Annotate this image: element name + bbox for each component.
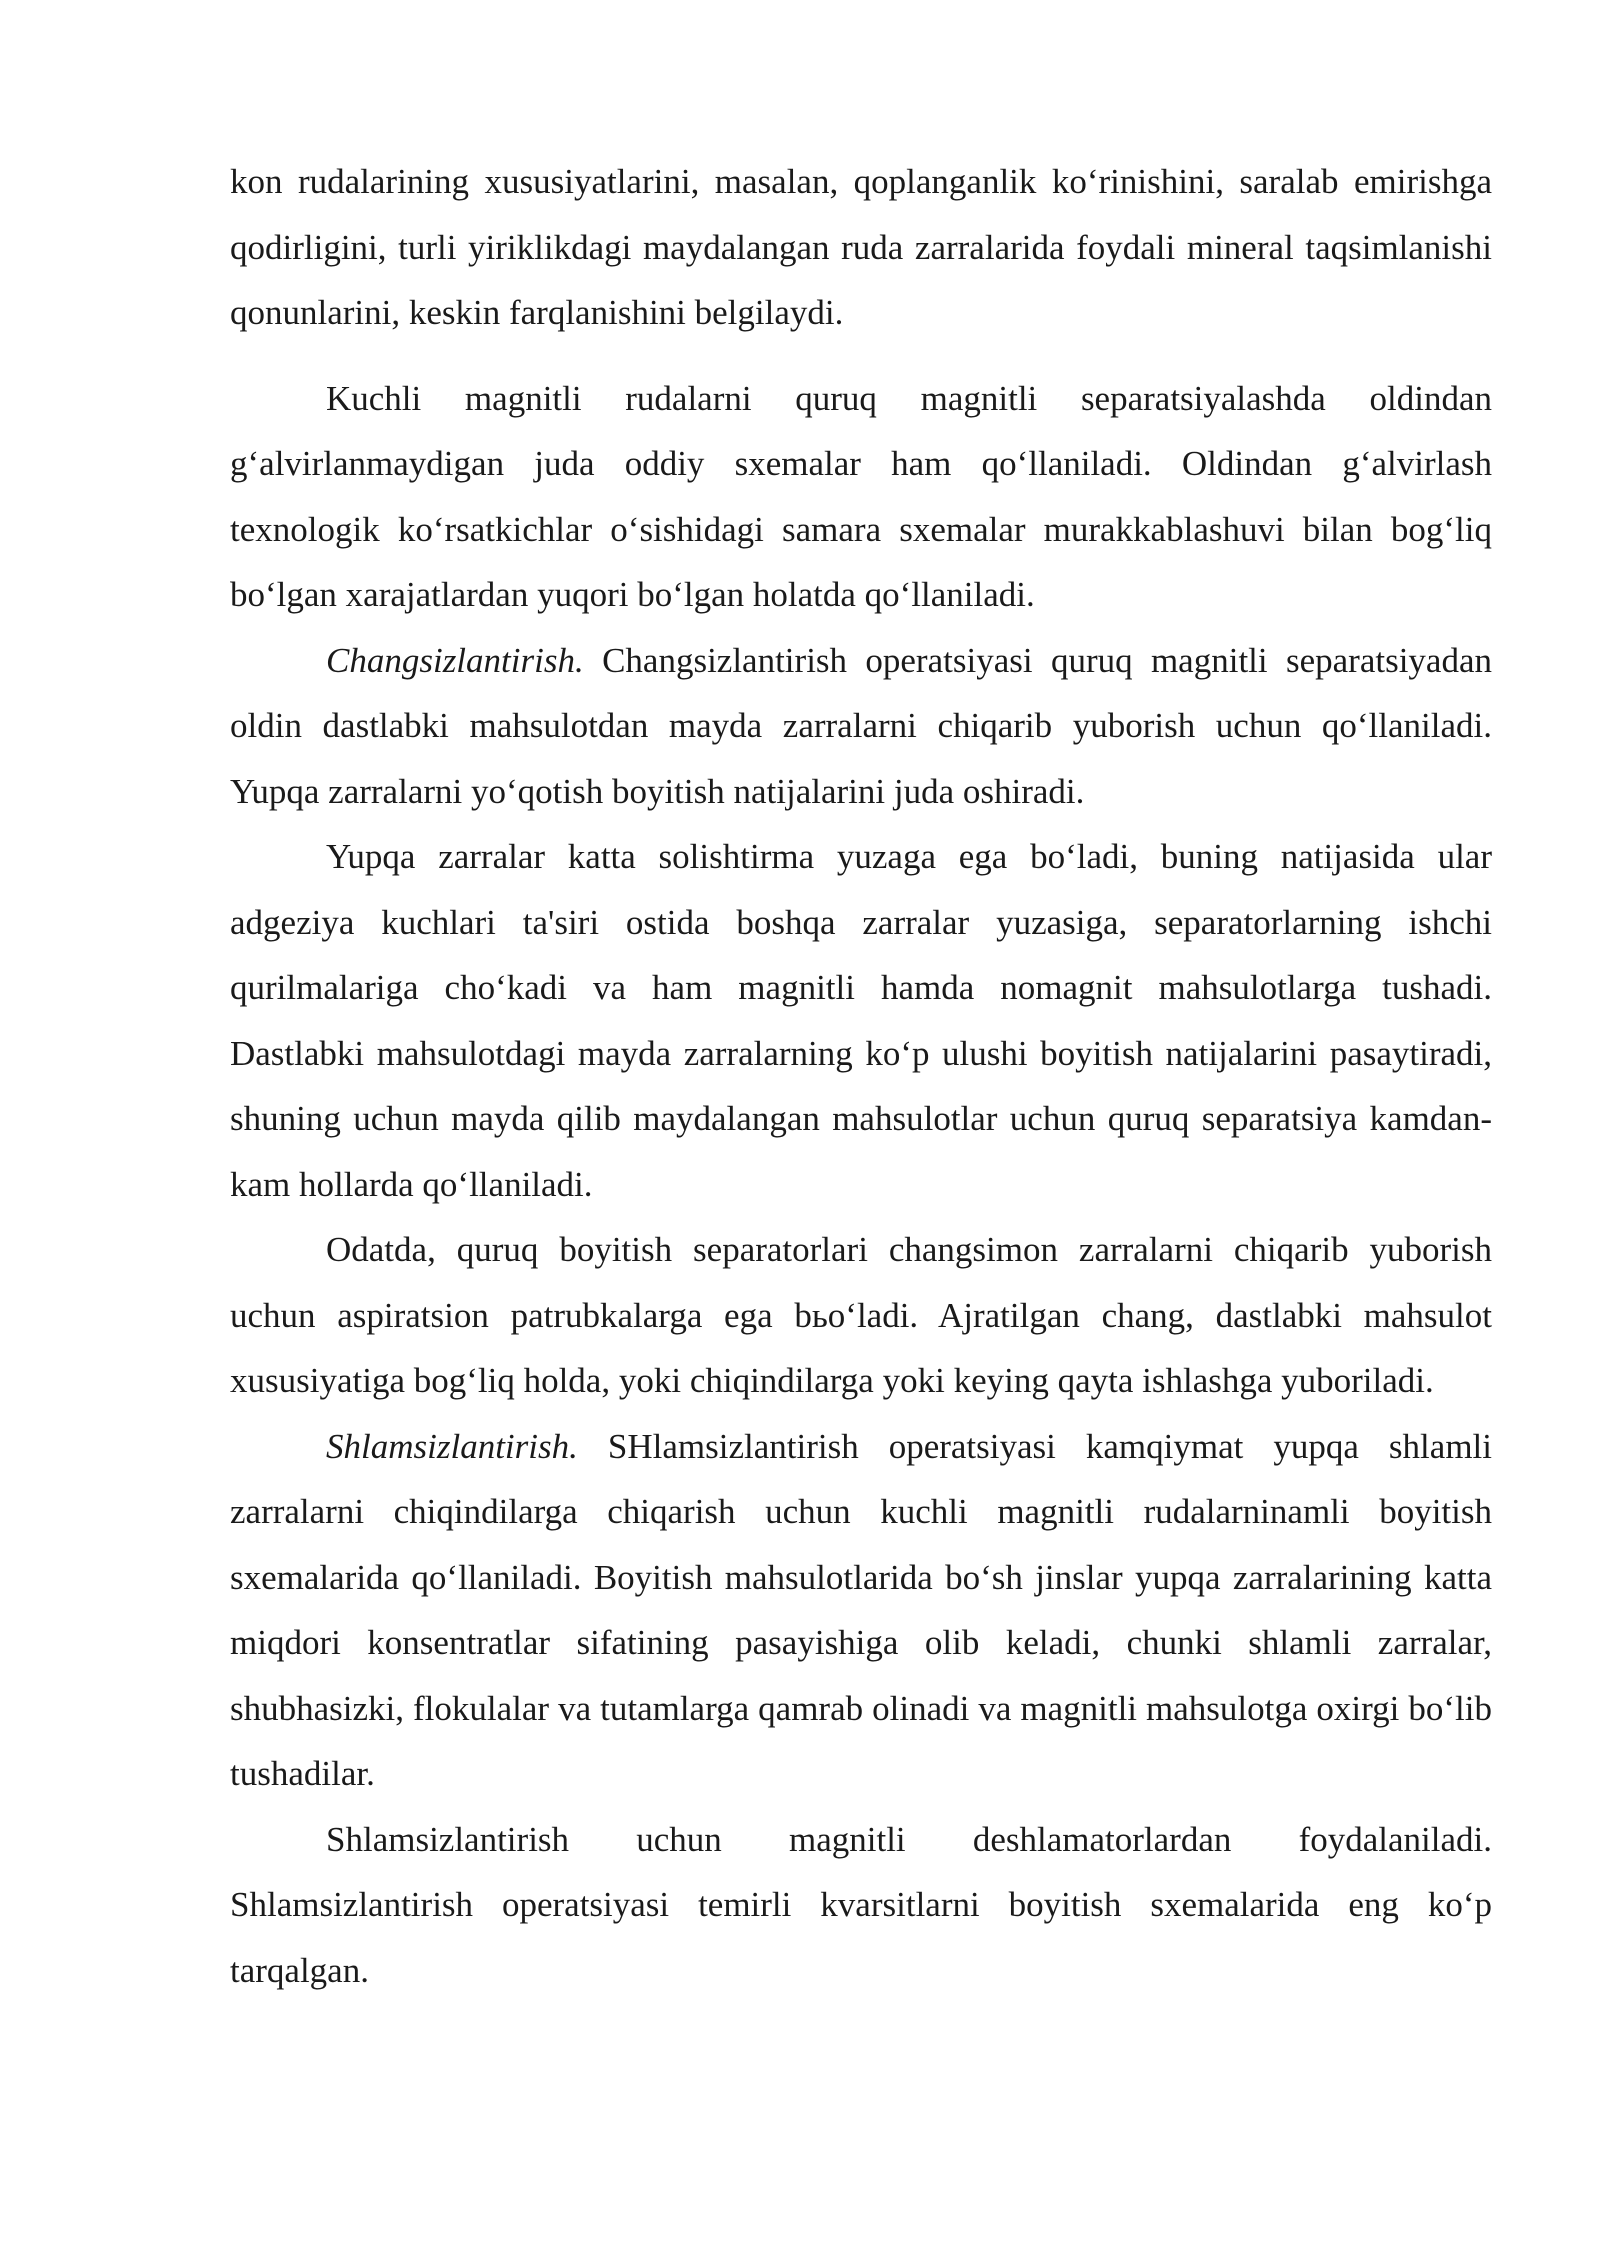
paragraph-dedusting [230, 628, 1492, 825]
paragraph-text: Changsizlantirish operatsiyasi quruq magnitli separatsiyadan oldin dastlabki mahsulotdan mayda zarralarni chiqarib yuborish uchun qo‘llaniladi. Yupqa zarralarni yo‘qotish boyitish natijalarini juda oshiradi. [230, 640, 1492, 811]
paragraph-aspiration [230, 1217, 1492, 1414]
paragraph-text: Shlamsizlantirish uchun magnitli deshlamatorlardan foydalaniladi. Shlamsizlantirish operatsiyasi temirli kvarsitlarni boyitish sxemalarida eng ko‘p tarqalgan. [230, 1819, 1492, 1990]
paragraph-ore-properties [230, 149, 1492, 346]
paragraph-dry-separation [230, 366, 1492, 628]
paragraph-text: Yupqa zarralar katta solishtirma yuzaga ega bo‘ladi, buning natijasida ular adgeziya kuchlari ta'siri ostida boshqa zarralar yuzasiga, separatorlarning ishchi qurilmalariga cho‘kadi va ham magnitli hamda nomagnit mahsulotlarga tushadi. Dastlabki mahsulotdagi mayda zarralarning ko‘p ulushi boyitish natijalarini pasaytiradi, shuning uchun mayda qilib maydalangan mahsulotlar uchun quruq separatsiya kamdan-kam hollarda qo‘llaniladi. [230, 837, 1492, 1204]
paragraph-fine-particles [230, 824, 1492, 1217]
paragraph-desliming [230, 1414, 1492, 1807]
paragraph-text: Kuchli magnitli rudalarni quruq magnitli separatsiyalashda oldindan g‘alvirlanmaydigan juda oddiy sxemalar ham qo‘llaniladi. Oldindan g‘alvirlash texnologik ko‘rsatkichlar o‘sishidagi samara sxemalar murakkablashuvi bilan bog‘liq bo‘lgan xarajatlardan yuqori bo‘lgan holatda qo‘llaniladi. [230, 378, 1492, 614]
document-body [230, 149, 1492, 2003]
paragraph-text: Odatda, quruq boyitish separatorlari changsimon zarralarni chiqarib yuborish uchun aspiratsion patrubkalarga ega bьo‘ladi. Ajratilgan chang, dastlabki mahsulot xususiyatiga bog‘liq holda, yoki chiqindilarga yoki keying qayta ishlashga yuboriladi. [230, 1230, 1492, 1400]
paragraph-deslimers [230, 1807, 1492, 2004]
paragraph-text: SHlamsizlantirish operatsiyasi kamqiymat yupqa shlamli zarralarni chiqindilarga chiqarish uchun kuchli magnitli rudalarninamli boyitish sxemalarida qo‘llaniladi. Boyitish mahsulotlarida bo‘sh jinslar yupqa zarralarining katta miqdori konsentratlar sifatining pasayishiga olib keladi, chunki shlamli zarralar, shubhasizki, flokulalar va tutamlarga qamrab olinadi va magnitli mahsulotga oxirgi bo‘lib tushadilar. [230, 1426, 1492, 1793]
paragraph-text: kon rudalarining xususiyatlarini, masalan, qoplanganlik ko‘rinishini, saralab emirishga qodirligini, turli yiriklikdagi maydalangan ruda zarralarida foydali mineral taqsimlanishi qonunlarini, keskin farqlanishini belgilaydi. [230, 162, 1492, 332]
section-term-dedusting: Changsizlantirish. [326, 640, 584, 680]
section-term-desliming: Shlamsizlantirish. [326, 1426, 578, 1466]
